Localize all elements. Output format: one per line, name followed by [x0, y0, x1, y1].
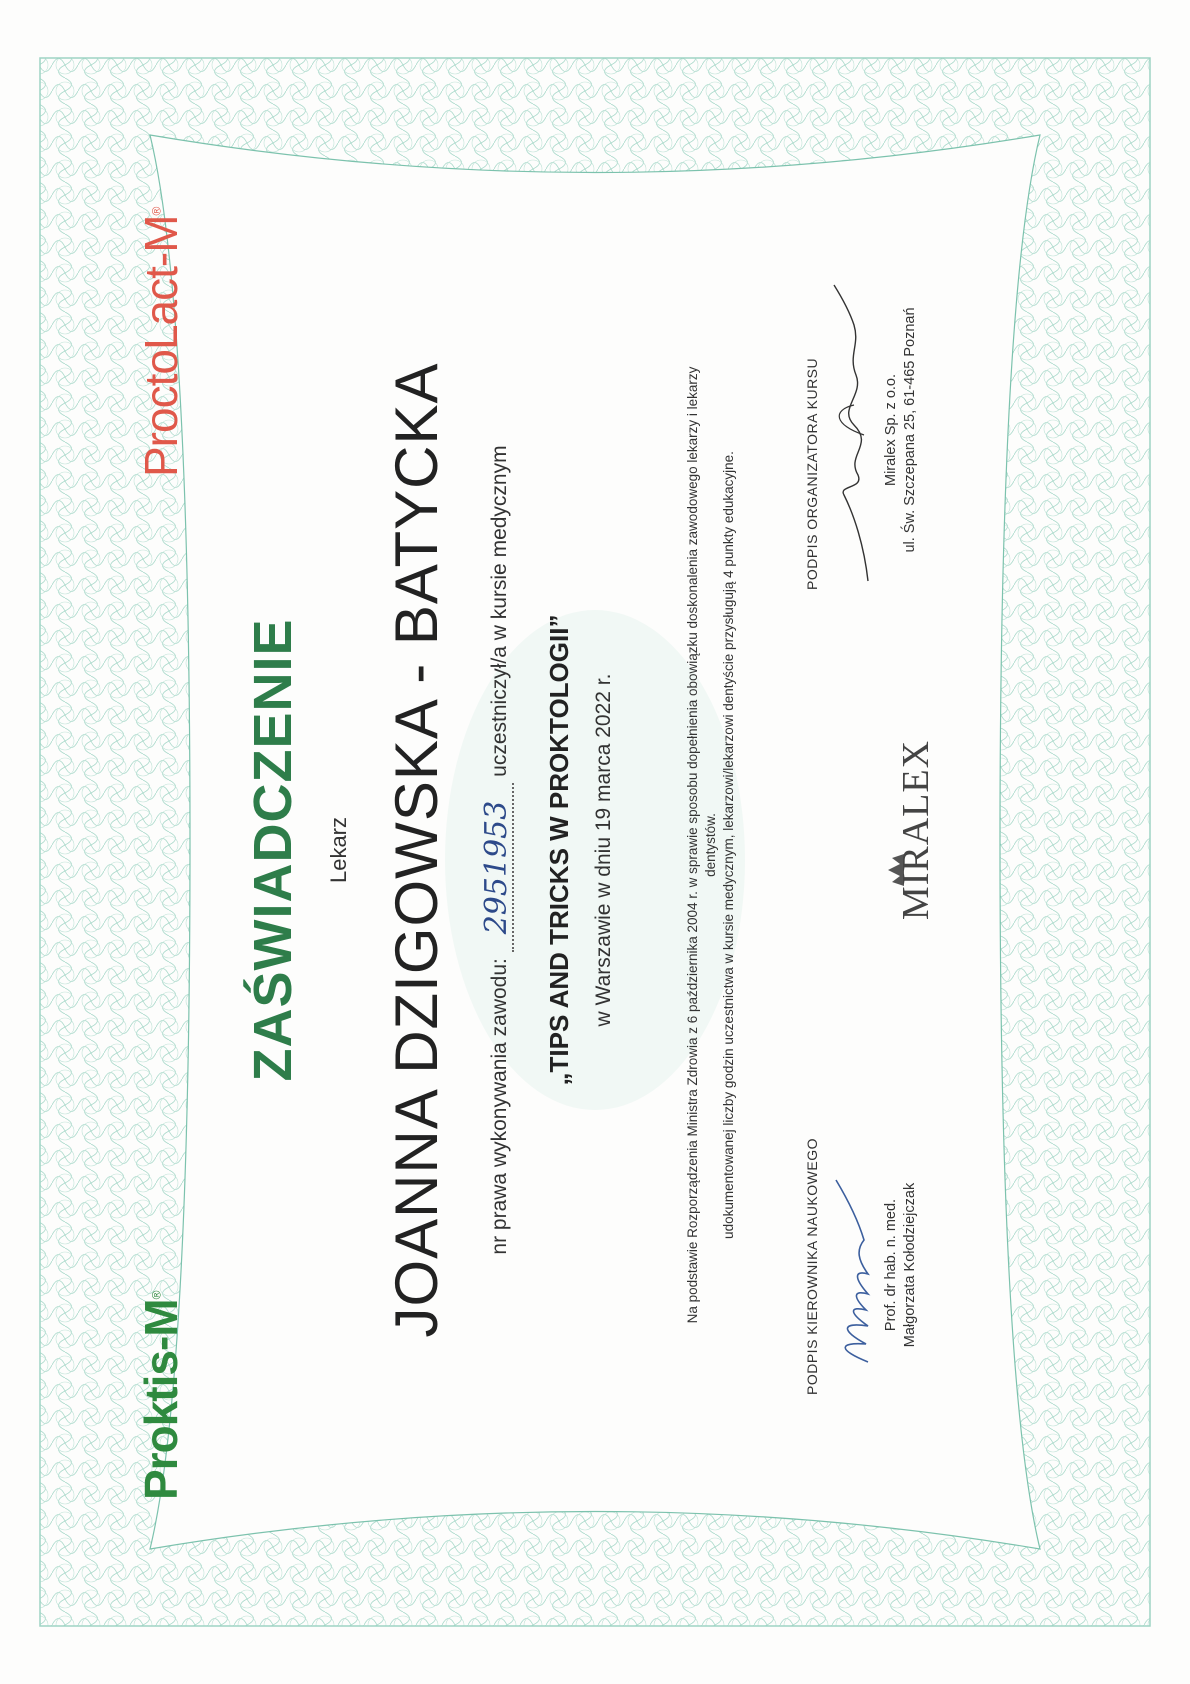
- certificate-body: [64, 60, 1134, 1640]
- scientific-director-signature: [828, 1170, 888, 1370]
- proktis-m-logo: Proktis-M®: [135, 1291, 187, 1500]
- miralex-logo: MIRALEX: [895, 739, 937, 921]
- license-prefix: nr prawa wykonywania zawodu:: [488, 958, 511, 1255]
- license-number: 2951953: [482, 783, 514, 953]
- certificate-title: ZAŚWIADCZENIE: [243, 618, 303, 1082]
- legal-notice: [684, 340, 738, 1350]
- course-title: „TIPS AND TRICKS W PROKTOLOGII”: [544, 614, 574, 1086]
- participant-name: JOANNA DZIGOWSKA - BATYCKA: [383, 362, 450, 1338]
- proctolact-m-logo: ProctoLact-M®: [135, 207, 187, 477]
- organizer-name: Miralex Sp. z o.o. ul. Św. Szczepana 25, 61-465 Poznań: [883, 307, 918, 553]
- legal-line-1: Na podstawie Rozporządzenia Ministra Zdrowia z 6 października 2004 r. w sprawie sposobu dopełnienia obowiązku doskonalenia zawodowego lekarzy i lekarzy dentystów.: [685, 366, 718, 1324]
- participation-text: uczestniczył/a w kursie medycznym: [488, 445, 511, 777]
- organizer-signature-label: PODPIS ORGANIZATORA KURSU: [804, 357, 820, 590]
- profession-label: Lekarz: [326, 816, 351, 884]
- scientific-director-name: Prof. dr hab. n. med. Małgorzata Kołodziejczak: [883, 1182, 918, 1348]
- place-date: w Warszawie w dniu 19 marca 2022 r.: [592, 673, 615, 1027]
- scientific-director-signature-label: PODPIS KIEROWNIKA NAUKOWEGO: [804, 1138, 820, 1395]
- organizer-signature: [824, 275, 884, 585]
- license-line: [479, 280, 514, 1420]
- legal-line-2: udokumentowanej liczby godzin uczestnictwa w kursie medycznym, lekarzowi/lekarzowi dentyście przysługują 4 punkty edukacyjne.: [721, 451, 736, 1239]
